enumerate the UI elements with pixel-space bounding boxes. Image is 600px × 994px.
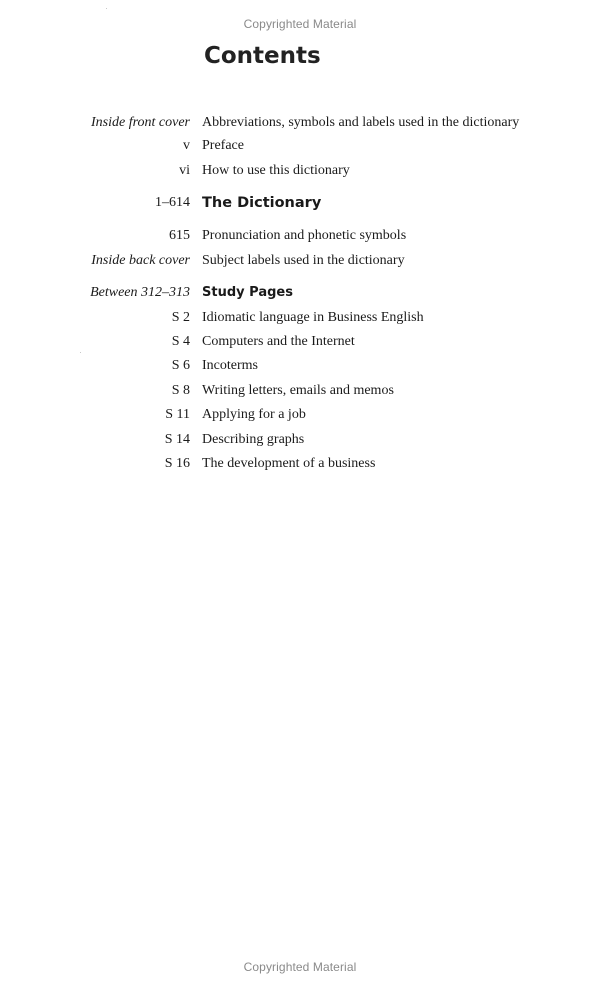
entry-title: Pronunciation and phonetic symbols bbox=[202, 228, 407, 243]
entry-page: Inside front cover bbox=[90, 115, 190, 130]
contents-entry[interactable] bbox=[0, 251, 600, 271]
contents-entry[interactable] bbox=[0, 226, 600, 246]
entry-title: Preface bbox=[202, 138, 244, 153]
entry-title: Writing letters, emails and memos bbox=[202, 383, 394, 398]
page-title: Contents bbox=[204, 43, 321, 69]
entry-title: Study Pages bbox=[202, 285, 293, 300]
entry-page: vi bbox=[179, 163, 190, 178]
entry-title: Subject labels used in the dictionary bbox=[202, 253, 405, 268]
entry-title: Idiomatic language in Business English bbox=[202, 310, 424, 325]
contents-entry[interactable] bbox=[0, 136, 600, 156]
entry-page: S 11 bbox=[165, 407, 190, 422]
entry-page: S 4 bbox=[171, 334, 190, 349]
entry-page: Inside back cover bbox=[91, 253, 190, 268]
contents-entry[interactable] bbox=[0, 454, 600, 474]
entry-page: S 14 bbox=[164, 432, 190, 447]
entry-page: S 6 bbox=[171, 358, 190, 373]
copyright-watermark-bottom: Copyrighted Material bbox=[243, 960, 357, 974]
entry-page: S 16 bbox=[164, 456, 190, 471]
entry-title: How to use this dictionary bbox=[202, 163, 350, 178]
contents-entry[interactable] bbox=[0, 161, 600, 181]
contents-entry[interactable] bbox=[0, 430, 600, 450]
entry-page: v bbox=[183, 138, 190, 153]
contents-entry[interactable] bbox=[0, 308, 600, 328]
contents-entry[interactable] bbox=[0, 113, 600, 133]
entry-page: Between 312–313 bbox=[90, 285, 190, 300]
entry-title: The Dictionary bbox=[202, 195, 322, 211]
entry-title: Abbreviations, symbols and labels used in the dictionary bbox=[202, 115, 520, 130]
scan-speck bbox=[80, 352, 81, 353]
entry-page: 615 bbox=[169, 228, 190, 243]
entry-title: Describing graphs bbox=[202, 432, 305, 447]
entry-page: 1–614 bbox=[155, 195, 190, 210]
entry-title: Computers and the Internet bbox=[202, 334, 355, 349]
entry-page: S 2 bbox=[171, 310, 190, 325]
contents-entry[interactable] bbox=[0, 332, 600, 352]
entry-page: S 8 bbox=[171, 383, 190, 398]
contents-entry-dictionary[interactable] bbox=[0, 193, 600, 213]
contents-entry[interactable] bbox=[0, 381, 600, 401]
entry-title: The development of a business bbox=[202, 456, 376, 471]
contents-entry-study-pages[interactable] bbox=[0, 283, 600, 303]
contents-entry[interactable] bbox=[0, 405, 600, 425]
entry-title: Applying for a job bbox=[202, 407, 306, 422]
contents-entry[interactable] bbox=[0, 356, 600, 376]
entry-title: Incoterms bbox=[202, 358, 258, 373]
copyright-watermark-top: Copyrighted Material bbox=[243, 17, 357, 31]
scan-speck bbox=[106, 8, 107, 9]
